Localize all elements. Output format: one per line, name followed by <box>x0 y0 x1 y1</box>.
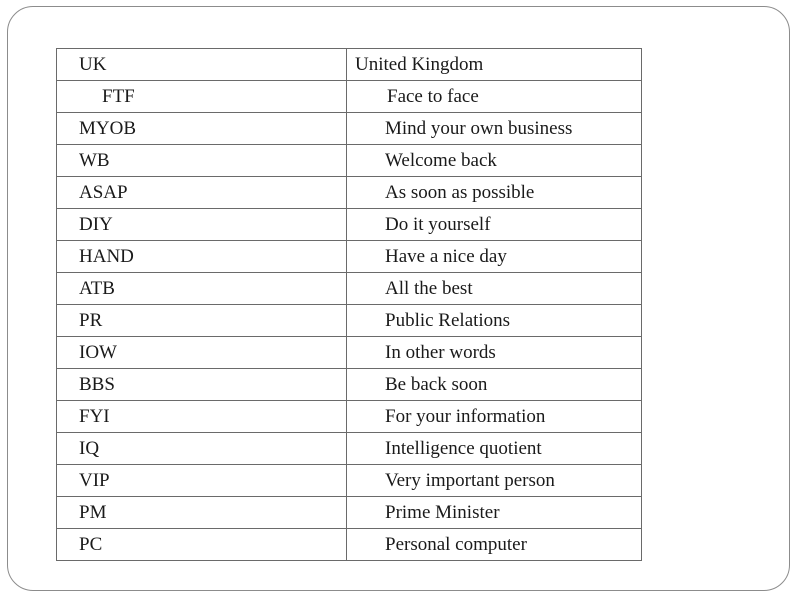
abbreviation-cell: HAND <box>57 241 347 273</box>
meaning-cell: Be back soon <box>347 369 642 401</box>
abbreviation-cell: WB <box>57 145 347 177</box>
abbreviation-cell: BBS <box>57 369 347 401</box>
abbreviation-cell: UK <box>57 49 347 81</box>
table-row <box>57 145 642 177</box>
table-row <box>57 49 642 81</box>
table-row <box>57 497 642 529</box>
table-row <box>57 433 642 465</box>
abbreviation-cell: FYI <box>57 401 347 433</box>
abbreviation-cell: DIY <box>57 209 347 241</box>
meaning-cell: Personal computer <box>347 529 642 561</box>
abbreviation-cell: PR <box>57 305 347 337</box>
meaning-cell: Do it yourself <box>347 209 642 241</box>
table-row <box>57 81 642 113</box>
abbreviation-cell: VIP <box>57 465 347 497</box>
meaning-cell: Prime Minister <box>347 497 642 529</box>
meaning-cell: Welcome back <box>347 145 642 177</box>
table-row <box>57 209 642 241</box>
table-row <box>57 401 642 433</box>
table-row <box>57 305 642 337</box>
table-row <box>57 465 642 497</box>
meaning-cell: United Kingdom <box>347 49 642 81</box>
meaning-cell: All the best <box>347 273 642 305</box>
meaning-cell: Have a nice day <box>347 241 642 273</box>
meaning-cell: As soon as possible <box>347 177 642 209</box>
abbreviation-cell: FTF <box>57 81 347 113</box>
meaning-cell: For your information <box>347 401 642 433</box>
abbreviation-cell: ASAP <box>57 177 347 209</box>
meaning-cell: Mind your own business <box>347 113 642 145</box>
abbreviation-cell: ATB <box>57 273 347 305</box>
table-row <box>57 529 642 561</box>
abbreviation-cell: IQ <box>57 433 347 465</box>
abbreviation-cell: MYOB <box>57 113 347 145</box>
meaning-cell: Very important person <box>347 465 642 497</box>
abbreviation-cell: PC <box>57 529 347 561</box>
table-row <box>57 337 642 369</box>
abbreviations-table <box>56 48 642 561</box>
meaning-cell: Face to face <box>347 81 642 113</box>
meaning-cell: In other words <box>347 337 642 369</box>
table-row <box>57 369 642 401</box>
table-row <box>57 113 642 145</box>
table-row <box>57 273 642 305</box>
table-row <box>57 177 642 209</box>
meaning-cell: Public Relations <box>347 305 642 337</box>
meaning-cell: Intelligence quotient <box>347 433 642 465</box>
table-row <box>57 241 642 273</box>
abbreviation-cell: PM <box>57 497 347 529</box>
abbreviation-cell: IOW <box>57 337 347 369</box>
